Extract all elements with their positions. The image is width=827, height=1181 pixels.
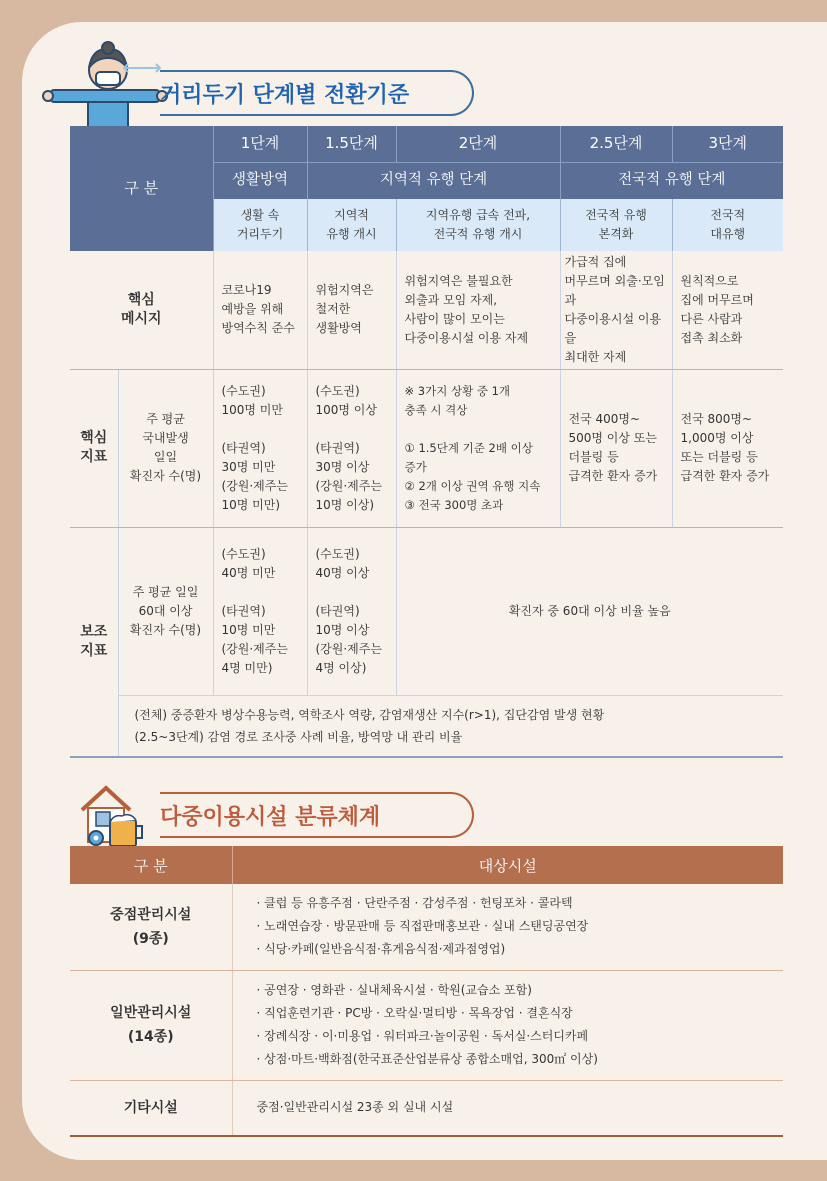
- aux-cell: (수도권) 40명 미만 (타권역) 10명 미만 (강원·제주는 4명 미만): [213, 527, 307, 695]
- row-label-message: 핵심 메시지: [70, 251, 213, 369]
- stage-1-5: 1.5단계: [307, 126, 396, 162]
- aux-sublabel: 주 평균 일일 60대 이상 확진자 수(명): [118, 527, 213, 695]
- stage-desc-3: 전국적 대유행: [672, 199, 783, 251]
- aux-note: (전체) 중증환자 병상수용능력, 역학조사 역량, 감염재생산 지수(r>1), 집단감염 발생 현황 (2.5~3단계) 감염 경로 조사중 사례 비율, 방역망 내 관리 비율: [118, 695, 783, 757]
- stage-desc-1: 생활 속 거리두기: [213, 199, 307, 251]
- message-cell: 코로나19 예방을 위해 방역수칙 준수: [213, 251, 307, 369]
- facility-row-label: 기타시설: [70, 1080, 232, 1136]
- stage-1: 1단계: [213, 126, 307, 162]
- facility-house-icon: [74, 782, 154, 850]
- stage-desc-1-5: 지역적 유행 개시: [307, 199, 396, 251]
- row-label-core: 핵심 지표: [70, 369, 118, 527]
- core-cell: 전국 400명~ 500명 이상 또는 더블링 등 급격한 환자 증가: [560, 369, 672, 527]
- message-cell: 위험지역은 철저한 생활방역: [307, 251, 396, 369]
- stage-desc-2: 지역유행 급속 전파, 전국적 유행 개시: [396, 199, 560, 251]
- message-cell: 위험지역은 불필요한 외출과 모임 자제, 사람이 많이 모이는 다중이용시설 이용 자제: [396, 251, 560, 369]
- core-cell: ※ 3가지 상황 중 1개 충족 시 격상 ① 1.5단계 기준 2배 이상 증가 ② 2개 이상 권역 유행 지속 ③ 전국 300명 초과: [396, 369, 560, 527]
- facility-row-text: · 공연장 · 영화관 · 실내체육시설 · 학원(교습소 포함) · 직업훈련기관 · PC방 · 오락실·멀티방 · 목욕장업 · 결혼식장 · 장례식장 · 이·미용업 · 워터파크·놀이공원 · 독서실·스터디카페 · 상점·마트·백화점(한국표준산업분류상 종합소매업, 300㎡ 이상): [232, 970, 783, 1080]
- facility-table: [70, 846, 783, 1137]
- row-label-aux: 보조 지표: [70, 527, 118, 757]
- section-title-distancing: [160, 70, 474, 116]
- stage-2: 2단계: [396, 126, 560, 162]
- facility-row-label: 중점관리시설 (9종): [70, 884, 232, 970]
- aux-cell: (수도권) 40명 이상 (타권역) 10명 이상 (강원·제주는 4명 이상): [307, 527, 396, 695]
- core-cell: 전국 800명~ 1,000명 이상 또는 더블링 등 급격한 환자 증가: [672, 369, 783, 527]
- group-daily-quarantine: 생활방역: [213, 162, 307, 199]
- facility-header-target: 대상시설: [232, 846, 783, 884]
- facility-header-gubun: 구 분: [70, 846, 232, 884]
- stage-desc-2-5: 전국적 유행 본격화: [560, 199, 672, 251]
- group-national: 전국적 유행 단계: [560, 162, 783, 199]
- core-sublabel: 주 평균 국내발생 일일 확진자 수(명): [118, 369, 213, 527]
- core-cell: (수도권) 100명 이상 (타권역) 30명 이상 (강원·제주는 10명 이상): [307, 369, 396, 527]
- header-gubun: 구 분: [70, 126, 213, 251]
- section-title-distancing-text: 거리두기 단계별 전환기준: [160, 83, 410, 108]
- distancing-person-icon: [40, 40, 170, 128]
- aux-merged-cell: 확진자 중 60대 이상 비율 높음: [396, 527, 783, 695]
- section-title-facility: [160, 792, 474, 838]
- message-cell: 원칙적으로 집에 머무르며 다른 사람과 접촉 최소화: [672, 251, 783, 369]
- facility-row-text: 중점·일반관리시설 23종 외 실내 시설: [232, 1080, 783, 1136]
- group-regional: 지역적 유행 단계: [307, 162, 560, 199]
- facility-row-text: · 클럽 등 유흥주점 · 단란주점 · 감성주점 · 헌팅포차 · 콜라텍 · 노래연습장 · 방문판매 등 직접판매홍보관 · 실내 스탠딩공연장 · 식당·카페(일반음식점·휴게음식점·제과점영업): [232, 884, 783, 970]
- facility-row-label: 일반관리시설 (14종): [70, 970, 232, 1080]
- stage-3: 3단계: [672, 126, 783, 162]
- distancing-table: [70, 126, 783, 758]
- section-title-facility-text: 다중이용시설 분류체계: [160, 805, 381, 830]
- stage-2-5: 2.5단계: [560, 126, 672, 162]
- core-cell: (수도권) 100명 미만 (타권역) 30명 미만 (강원·제주는 10명 미만): [213, 369, 307, 527]
- message-cell: 가급적 집에 머무르며 외출·모임과 다중이용시설 이용을 최대한 자제: [560, 251, 672, 369]
